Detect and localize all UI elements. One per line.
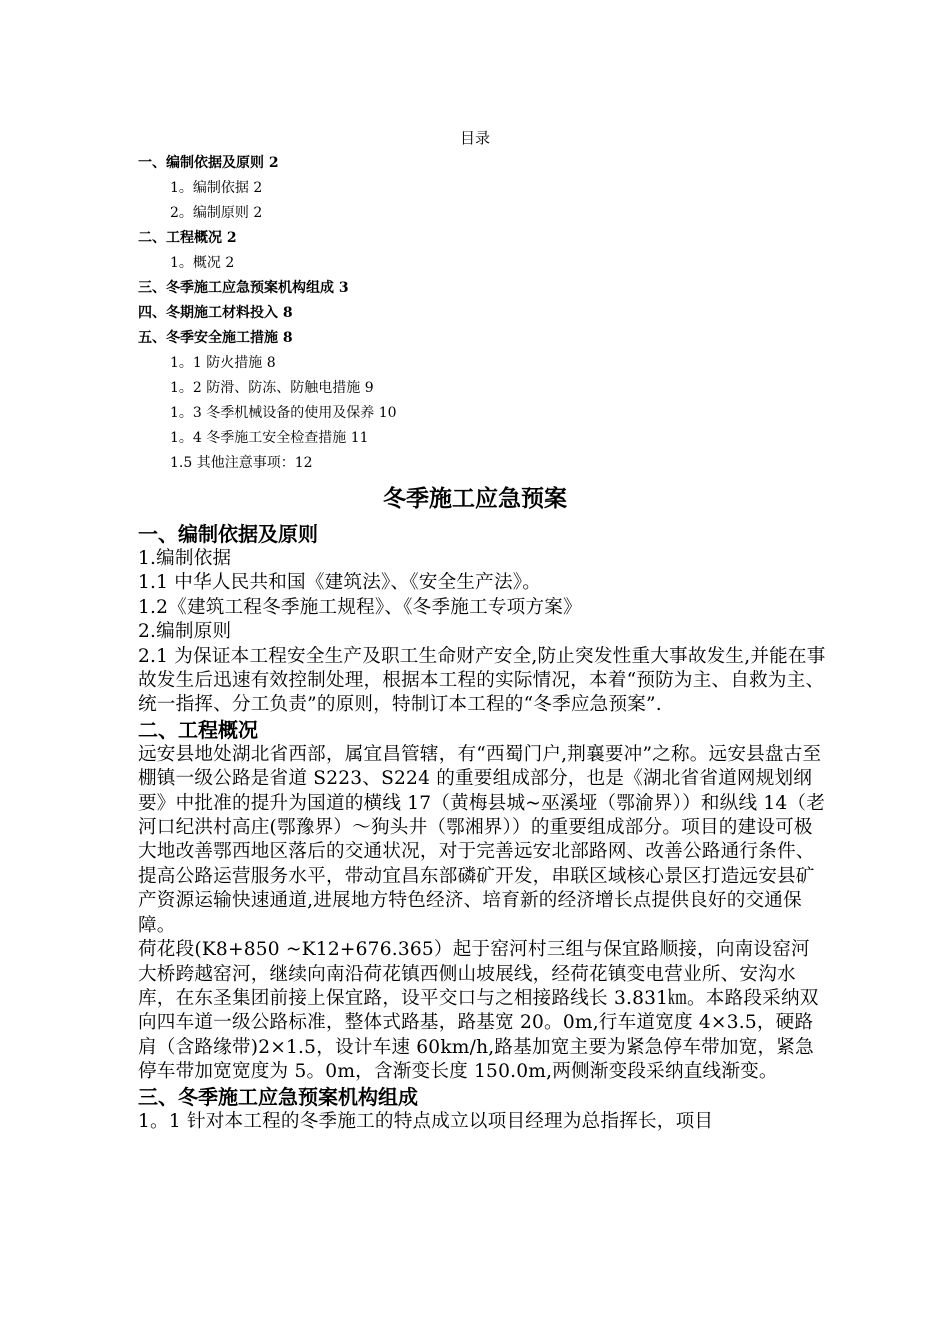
toc-title: 目录 [459, 129, 490, 147]
toc-item[interactable]: 三、冬季施工应急预案机构组成 3 [138, 280, 349, 296]
toc-item[interactable]: 1。3 冬季机械设备的使用及保养 10 [170, 405, 397, 421]
toc-item[interactable]: 1。编制依据 2 [170, 180, 263, 196]
document-body [138, 522, 828, 1134]
paragraph: 1.2《建筑工程冬季施工规程》、《冬季施工专项方案》 [138, 596, 582, 618]
table-of-contents [138, 152, 397, 477]
paragraph: 荷花段(K8+850 ~K12+676.365）起于窑河村三组与保宜路顺接，向南设窑河大桥跨越窑河，继续向南沿荷花镇西侧山坡展线，经荷花镇变电营业所、安沟水库，在东圣集团前接上保宜路，设平交口与之相接路线长 3.831㎞。本路段采纳双向四车道一级公路标准，整体式路基，路基宽 20。0m,行车道宽度 4×3.5，硬路肩（含路缘带)2×1.5，设计车速 60km/h,路基加宽主要为紧急停车带加宽，紧急停车带加宽宽度为 5。0m，含渐变长度 150.0m,两侧渐变段采纳直线渐变。 [138, 939, 819, 1083]
toc-item[interactable]: 一、编制依据及原则 2 [138, 155, 279, 171]
toc-item[interactable]: 1。2 防滑、防冻、防触电措施 9 [170, 380, 374, 396]
section-heading: 一、编制依据及原则 [138, 522, 318, 546]
toc-item[interactable]: 2。编制原则 2 [170, 205, 263, 221]
toc-item[interactable]: 1.5 其他注意事项：12 [170, 455, 313, 471]
section-heading: 二、工程概况 [138, 717, 258, 742]
toc-item[interactable]: 四、冬期施工材料投入 8 [138, 305, 293, 321]
toc-item[interactable]: 五、冬季安全施工措施 8 [138, 330, 293, 346]
paragraph: 2.编制原则 [138, 621, 232, 643]
document-title: 冬季施工应急预案 [383, 485, 567, 512]
toc-item[interactable]: 1。4 冬季施工安全检查措施 11 [170, 430, 369, 446]
toc-item[interactable]: 1。概况 2 [170, 255, 235, 271]
paragraph: 2.1 为保证本工程安全生产及职工生命财产安全,防止突发性重大事故发生,并能在事故发生后迅速有效控制处理，根据本工程的实际情况，本着“预防为主、自救为主、统一指挥、分工负责”的原则，特制订本工程的“冬季应急预案”. [138, 645, 826, 716]
paragraph: 1.编制依据 [138, 548, 232, 569]
paragraph: 1.1 中华人民共和国《建筑法》、《安全生产法》。 [138, 572, 542, 594]
section-heading: 三、冬季施工应急预案机构组成 [138, 1084, 418, 1109]
toc-item[interactable]: 二、工程概况 2 [138, 230, 237, 246]
toc-item[interactable]: 1。1 防火措施 8 [170, 355, 276, 371]
paragraph: 1。1 针对本工程的冬季施工的特点成立以项目经理为总指挥长，项目 [138, 1110, 714, 1132]
paragraph: 远安县地处湖北省西部，属宜昌管辖，有“西蜀门户,荆襄要冲”之称。远安县盘古至棚镇一级公路是省道 S223、S224 的重要组成部分，也是《湖北省省道网规划纲要》中批准的提升为国道的横线 17（黄梅县城~巫溪垭（鄂渝界））和纵线 14（老河口纪洪村高庄(鄂豫界）～狗头井（鄂湘界））的重要组成部分。项目的建设可极大地改善鄂西地区落后的交通状况，对于完善远安北部路网、改善公路通行条件、提高公路运营服务水平，带动宜昌东部磷矿开发，串联区域核心景区打造远安县矿产资源运输快速通道,进展地方特色经济、培育新的经济增长点提供良好的交通保障。 [138, 743, 826, 936]
